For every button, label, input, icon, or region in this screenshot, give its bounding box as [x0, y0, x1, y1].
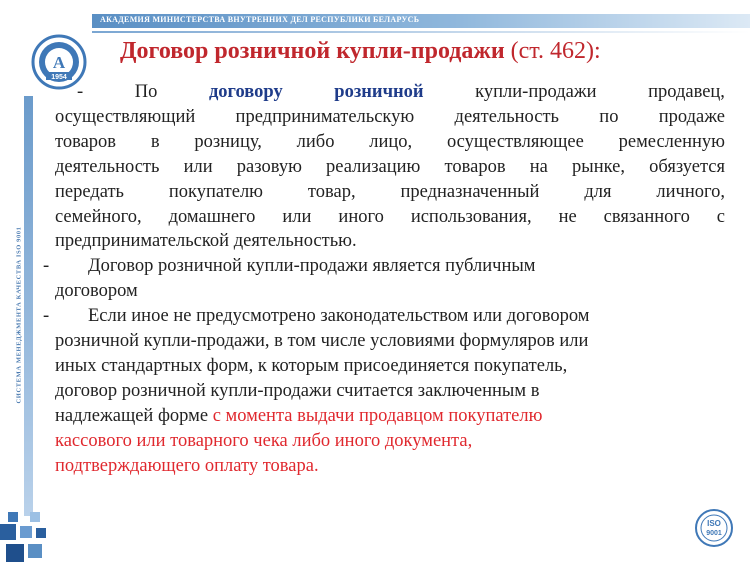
svg-text:A: A	[52, 53, 66, 72]
p1-line-6: семейного, домашнего или иного использования, не связанного с	[55, 206, 725, 227]
iso-label: ISO	[707, 519, 721, 528]
paragraph-1	[55, 80, 725, 254]
p3-line-5: надлежащей форме с момента выдачи продавцом покупателю	[55, 405, 543, 426]
p1-line-1: - По договору розничной купли-продажи продавец,	[55, 80, 725, 105]
p3-line-3: иных стандартных форм, к которым присоединяется покупатель,	[55, 355, 568, 376]
header-divider	[92, 31, 750, 33]
p1-line-7: предпринимательской деятельностью.	[55, 231, 357, 252]
highlight-dogovoru: договору	[208, 82, 283, 102]
academy-name: АКАДЕМИЯ МИНИСТЕРСТВА ВНУТРЕННИХ ДЕЛ РЕСПУБЛИКИ БЕЛАРУСЬ	[100, 15, 420, 24]
quality-system-text: СИСТЕМА МЕНЕДЖМЕНТА КАЧЕСТВА ISO 9001	[15, 226, 23, 404]
iso-number: 9001	[706, 530, 722, 537]
highlight-roznichnoy: розничной	[334, 82, 424, 102]
slide-body	[43, 80, 725, 479]
p3-line-7: подтверждающего оплату товара.	[55, 455, 319, 476]
p3-line-1: Если иное не предусмотрено законодательством или договором	[88, 306, 590, 327]
slide-title	[120, 38, 601, 65]
red-text-moment: с момента выдачи продавцом покупателю	[212, 405, 543, 426]
p1-line-3: товаров в розницу, либо лицо, осуществляющее ремесленную	[55, 131, 725, 152]
p3-line-4: договор розничной купли-продажи считается заключенным в	[55, 380, 540, 401]
p3-dash: -	[43, 306, 50, 327]
side-decoration	[24, 96, 33, 516]
p3-line-2: розничной купли-продажи, в том числе условиями формуляров или	[55, 331, 589, 352]
p2-line-1: Договор розничной купли-продажи является публичным	[88, 256, 536, 277]
title-article-ref: (ст. 462):	[504, 38, 601, 64]
decorative-squares	[0, 512, 50, 562]
header-banner	[92, 14, 750, 28]
p2-dash: -	[43, 256, 50, 277]
p1-line-2: осуществляющий предпринимательскую деятельность по продаже	[55, 106, 725, 127]
p2-line-2: договором	[55, 281, 138, 302]
iso-badge	[694, 508, 734, 548]
p1-line-4: деятельность или разовую реализацию товаров на рынке, обязуется	[55, 156, 725, 177]
paragraph-2	[43, 254, 725, 304]
title-main: Договор розничной купли-продажи	[120, 38, 505, 64]
logo-year: 1954	[51, 74, 67, 81]
paragraph-3	[43, 304, 725, 478]
p3-line-6: кассового или товарного чека либо иного документа,	[55, 430, 473, 451]
p1-dash: -	[77, 82, 84, 102]
p1-line-5: передать покупателю товар, предназначенный для личного,	[55, 181, 725, 202]
